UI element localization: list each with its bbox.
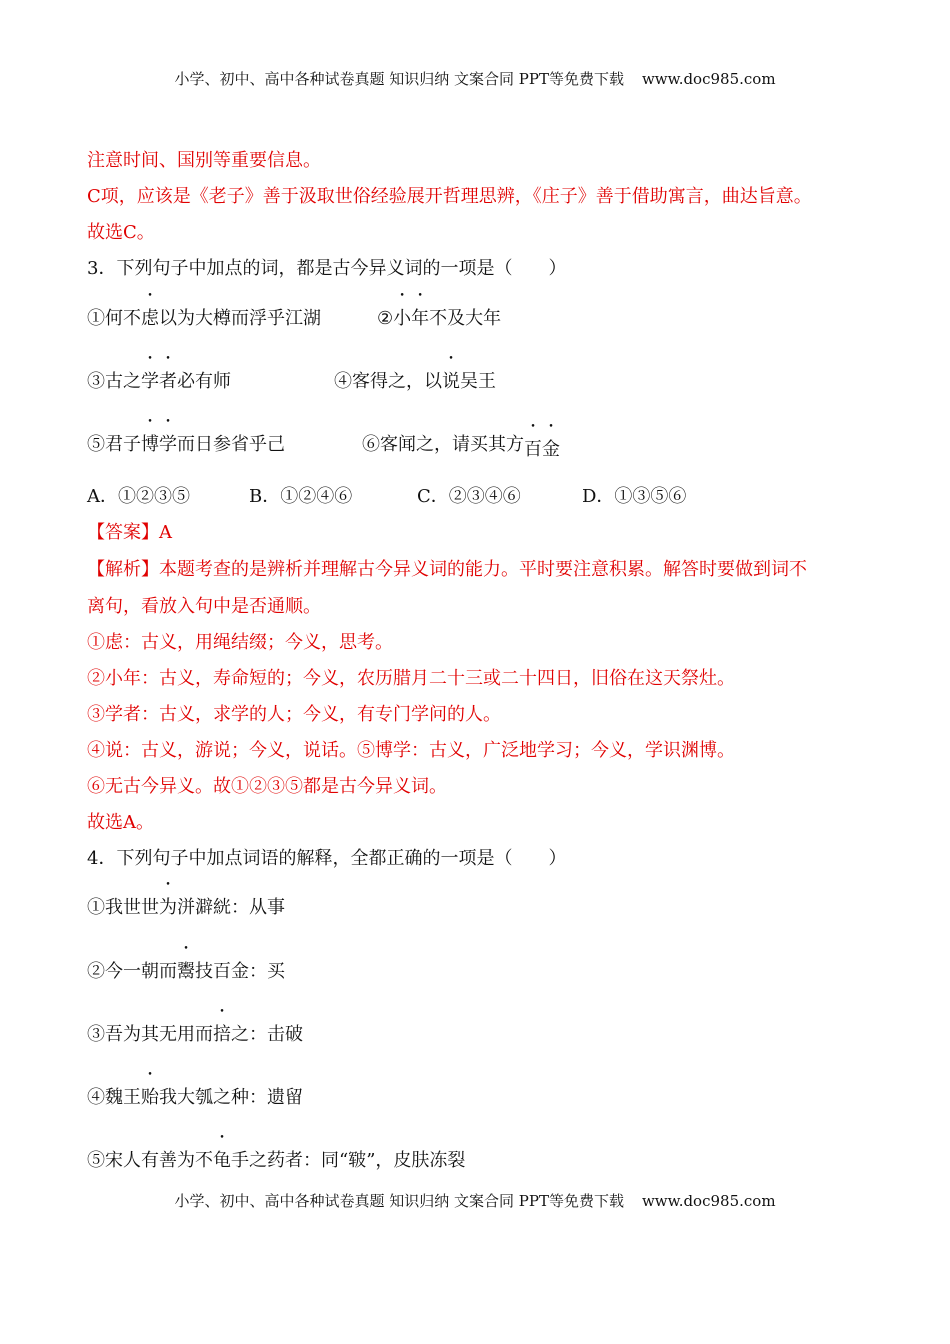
dotted-word: 学: [159, 434, 177, 455]
q3-analysis-line-1: 【解析】本题考查的是辨析并理解古今异义词的能力。平时要注意积累。解答时要做到词不: [87, 559, 807, 580]
dotted-word: 年: [411, 308, 430, 329]
q4-sentence-4: ④魏王贻我大瓠之种：遗留: [87, 1083, 303, 1109]
footer-text: 小学、初中、高中各种试卷真题 知识归纳 文案合同 PPT等免费下载: [174, 1192, 624, 1210]
q3-sentence-2: ②小年不及大年: [377, 304, 501, 330]
dotted-word: 龟: [213, 1150, 231, 1171]
question-3-stem: 3．下列句子中加点的词，都是古今异义词的一项是（ ）: [87, 258, 567, 279]
header-text: 小学、初中、高中各种试卷真题 知识归纳 文案合同 PPT等免费下载: [174, 70, 624, 88]
question-4-stem: 4．下列句子中加点词语的解释，全都正确的一项是（ ）: [87, 848, 567, 869]
q3-sentence-1: ①何不虑以为大樽而浮乎江湖: [87, 304, 321, 330]
dotted-word: 说: [442, 371, 460, 392]
option-a[interactable]: A．①②③⑤: [87, 486, 190, 507]
q4-sentence-2: ②今一朝而鬻技百金：买: [87, 957, 285, 983]
dotted-word: 者: [159, 371, 177, 392]
q3-options: [87, 482, 686, 508]
q3-analysis-item-3: ③学者：古义，求学的人；今义，有专门学问的人。: [87, 704, 501, 725]
option-b[interactable]: B．①②④⑥: [249, 486, 353, 507]
header-url[interactable]: www.doc985.com: [641, 70, 776, 88]
q3-analysis-item-1: ①虑：古义，用绳结缀；今义，思考。: [87, 632, 393, 653]
q3-sentence-3: ③古之学者必有师: [87, 367, 231, 393]
q3-analysis-item-2: ②小年：古义，寿命短的；今义，农历腊月二十三或二十四日，旧俗在这天祭灶。: [87, 668, 735, 689]
q3-analysis-line-2: 离句，看放入句中是否通顺。: [87, 596, 321, 617]
footer-url[interactable]: www.doc985.com: [641, 1192, 776, 1210]
q3-conclusion: 故选A。: [87, 812, 154, 833]
q4-sentence-1: ①我世世为洴澼絖：从事: [87, 893, 285, 919]
q3-analysis-item-4: ④说：古义，游说；今义，说话。⑤博学：古义，广泛地学习；今义，学识渊博。: [87, 740, 735, 761]
q4-sentence-5: ⑤宋人有善为不龟手之药者：同“皲”，皮肤冻裂: [87, 1146, 465, 1172]
prev-conclusion: 故选C。: [87, 222, 155, 243]
option-d[interactable]: D．①③⑤⑥: [582, 486, 687, 507]
dotted-word: 贻: [141, 1087, 159, 1108]
dotted-word: 博: [141, 434, 159, 455]
page-footer: [0, 1190, 950, 1211]
q3-sentence-6: ⑥客闻之，请买其方百金: [362, 434, 560, 460]
dotted-word: 百: [524, 439, 542, 460]
dotted-word: 为: [159, 897, 177, 918]
q4-sentence-3: ③吾为其无用而掊之：击破: [87, 1020, 303, 1046]
q3-answer: 【答案】A: [87, 522, 172, 543]
prev-analysis-line-2: C项，应该是《老子》善于汲取世俗经验展开哲理思辨，《庄子》善于借助寓言，曲达旨意。: [87, 186, 812, 207]
dotted-word: 掊: [213, 1024, 231, 1045]
option-c[interactable]: C．②③④⑥: [417, 486, 521, 507]
prev-analysis-line-1: 注意时间、国别等重要信息。: [87, 150, 321, 171]
q3-sentence-5: ⑤君子博学而日参省乎己: [87, 430, 285, 456]
dotted-word: 虑: [141, 308, 159, 329]
dotted-word: 鬻: [177, 961, 195, 982]
dotted-word: 金: [542, 439, 560, 460]
q3-sentence-4: ④客得之，以说吴王: [334, 367, 496, 393]
page-header: [0, 68, 950, 89]
dotted-word: 学: [141, 371, 159, 392]
dotted-word: 小: [393, 308, 412, 329]
q3-analysis-item-5: ⑥无古今异义。故①②③⑤都是古今异义词。: [87, 776, 447, 797]
